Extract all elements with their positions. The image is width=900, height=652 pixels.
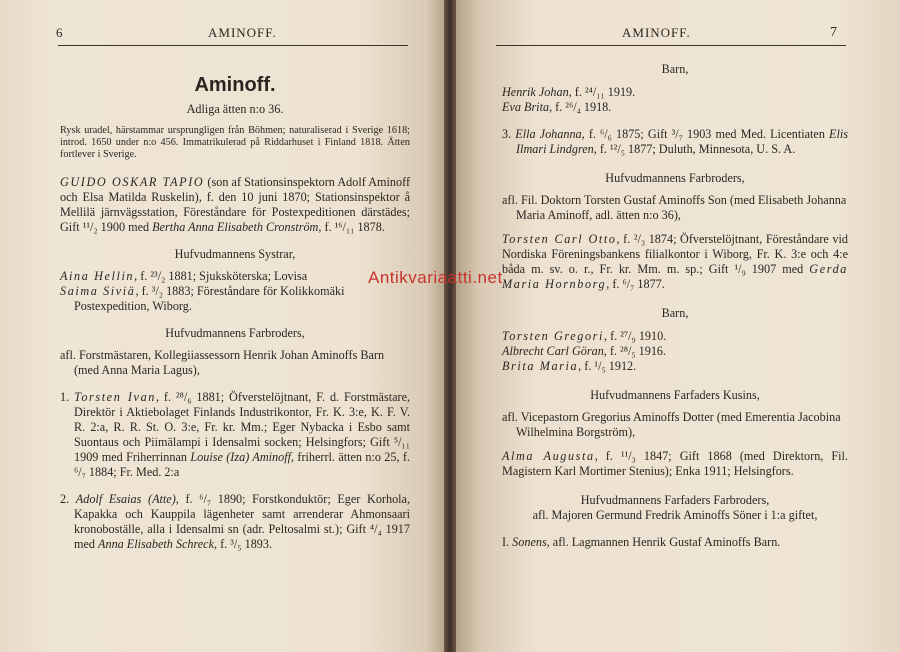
right-page <box>456 0 900 652</box>
grandchild-2-text: , f. ²⁶/₄ 1918. <box>549 100 612 114</box>
child-3-tail: , f. ¹²/₅ 1877; Duluth, Minnesota, U. S. A. <box>593 142 796 156</box>
grandchild-3-text: , f. ²⁷/₉ 1910. <box>604 329 667 343</box>
head-text: (son af Stationsinspektorn Adolf Aminoff och Elsa Matilda Ruskelin), f. den 10 juni 1870; Stationsinspektor å Mellilä järnvägsstation, Föreståndare för Postexpeditionen därstädes; Gift ¹¹/₂ 1900 med <box>60 175 410 234</box>
sonens-text: , afl. Lagmannen Henrik Gustaf Aminoffs Barn. <box>546 535 781 549</box>
sister-1-text: , f. ²³/₂ 1881; Sjuksköterska; Lovisa <box>134 269 308 283</box>
family-title: Aminoff. <box>194 74 276 96</box>
farbroders-heading-left: Hufvudmannens Farbroders, <box>165 326 305 340</box>
running-head-left: AMINOFF. <box>208 25 277 40</box>
child-2-name: Adolf Esaias (Atte) <box>75 492 176 506</box>
torsten-entry <box>502 232 848 292</box>
left-page <box>0 0 444 652</box>
sonens-entry <box>502 535 848 550</box>
running-head-right: AMINOFF. <box>622 25 691 40</box>
grandchild-entry-4 <box>502 344 848 359</box>
child-1-wife: Louise (Iza) Aminoff <box>190 450 291 464</box>
child-2-wife: Anna Elisabeth Schreck <box>98 537 215 551</box>
grandchild-entry-1 <box>502 85 848 100</box>
grandchild-1-name: Henrik Johan <box>502 85 569 99</box>
grandchild-5-text: , f. ¹/₅ 1912. <box>578 359 637 373</box>
grandchild-entry-5 <box>502 359 848 374</box>
torsten-text: , f. ²/₃ 1874; Öfverstelöjtnant, Föreståndare vid Nordiska Föreningsbankens filialkontor i Wiborg, Fr. K. 3:e och 4:e båda m. sv. o. r., Fr. kr. Mm. m. sp.; Gift ¹/₉ 1907 med <box>502 232 848 276</box>
child-3-husband: Elis Ilmari Lindgren <box>516 127 848 156</box>
sonens-number: I. <box>502 535 510 549</box>
child-2-number: 2. <box>60 492 70 506</box>
systrar-heading: Hufvudmannens Systrar, <box>174 247 296 261</box>
right-page-content <box>502 62 848 550</box>
farbroders2-heading: Hufvudmannens Farfaders Farbroders, <box>580 493 770 507</box>
child-entry-2 <box>60 492 410 552</box>
child-1-tail: , friherrl. ätten n:o 25, f. ⁶/₇ 1884; Fr. Med. 2:a <box>74 450 411 479</box>
header-rule-left <box>58 45 408 46</box>
grandchild-3-name: Torsten Gregori <box>502 329 604 343</box>
page-number-left: 6 <box>56 25 64 40</box>
torsten-wife: Gerda Maria Hornborg <box>502 262 848 291</box>
head-name: GUIDO OSKAR TAPIO <box>60 175 205 189</box>
alma-entry <box>502 449 848 479</box>
watermark-text: Antikvariaatti.net <box>368 268 503 287</box>
grandchild-2-name: Eva Brita <box>502 100 550 114</box>
child-2-tail: , f. ³/₅ 1893. <box>214 537 273 551</box>
head-tail: , f. ¹⁶/₁₁ 1878. <box>318 220 385 234</box>
child-entry-1 <box>60 390 410 480</box>
barn-heading-1: Barn, <box>661 62 689 76</box>
farbroders-description-right: afl. Fil. Doktorn Torsten Gustaf Aminoffs Son (med Elisabeth Johanna Maria Aminoff, adl. ätten n:o 36), <box>502 193 847 222</box>
farbroders-description-left: afl. Forstmästaren, Kollegiiassessorn Henrik Johan Aminoffs Barn (med Anna Maria Lagus), <box>60 348 385 377</box>
sister-2-name: Saima Siviä <box>60 284 136 298</box>
child-3-text: , f. ⁶/₆ 1875; Gift ³/₇ 1903 med Med. Licentiaten <box>581 127 830 141</box>
family-subtitle: Adliga ätten n:o 36. <box>186 102 284 116</box>
child-1-name: Torsten Ivan <box>74 390 156 404</box>
kusins-description: afl. Vicepastorn Gregorius Aminoffs Dotter (med Emerentia Jacobina Wilhelmina Borgström), <box>502 410 841 439</box>
sister-2-text: , f. ³/₂ 1883; Föreståndare för Kolikkomäki Postexpedition, Wiborg. <box>74 284 345 313</box>
child-1-number: 1. <box>60 390 70 404</box>
left-page-content <box>60 74 411 552</box>
alma-text: , f. ¹¹/₃ 1847; Gift 1868 (med Direktorn, Fil. Magistern Karl Mortimer Stenius); Enka 1911; Helsingfors. <box>502 449 848 478</box>
grandchild-4-name: Albrecht Carl Göran <box>502 344 604 358</box>
header-rule-right <box>496 45 846 46</box>
farbroders2-description: afl. Majoren Germund Fredrik Aminoffs Söner i 1:a giftet, <box>532 508 818 522</box>
head-wife: Bertha Anna Elisabeth Cronström <box>152 220 319 234</box>
sister-entry-1 <box>60 269 410 284</box>
barn-heading-2: Barn, <box>661 306 689 320</box>
child-3-name: Ella Johanna <box>515 127 582 141</box>
sonens-name: Sonens <box>512 535 547 549</box>
child-1-text: , f. ²⁸/₆ 1881; Öfverstelöjtnant, F. d. Forstmästare, Direktör i Aktiebolaget Finlands Industrikontor, Fr. K. 3:e, K. F. V. R. 2:a, R. R. St. O. 3:e, Fr. kr. Mm.; Eger Nybacka i Esbo samt Suontaus och Piimälampi i Idensalmi socken; Helsingfors; Gift ⁵/₁₁ 1909 med Friherrinnan <box>74 390 411 464</box>
farbroders-heading-right: Hufvudmannens Farbroders, <box>605 171 745 185</box>
child-entry-3 <box>502 127 848 157</box>
family-origin: Rysk uradel, härstammar ursprungligen från Böhmen; naturaliserad i Sverige 1618; introd. 1650 under n:o 456. Immatrikulerad på Riddarhuset i Finland 1818. Ätten fortlever i Sverige. <box>60 125 410 160</box>
page-number-right: 7 <box>830 25 838 40</box>
torsten-tail: , f. ⁶/₇ 1877. <box>606 277 665 291</box>
grandchild-entry-2 <box>502 100 848 115</box>
grandchild-4-text: , f. ²⁸/₅ 1916. <box>603 344 667 358</box>
child-3-number: 3. <box>502 127 512 141</box>
sister-entry-2 <box>60 284 410 314</box>
alma-name: Alma Augusta <box>502 449 595 463</box>
kusins-heading: Hufvudmannens Farfaders Kusins, <box>590 388 760 402</box>
grandchild-5-name: Brita Maria <box>502 359 579 373</box>
sister-1-name: Aina Hellin <box>60 269 135 283</box>
child-2-text: , f. ⁶/₇ 1890; Forstkonduktör; Eger Korhola, Kapakka och Kauppila lägenheter samt arrenderar Ahmonsaari kronoboställe, alla i Idensalmi sn (adr. Peltosalmi st.); Gift ⁴/₄ 1917 med <box>74 492 411 551</box>
grandchild-entry-3 <box>502 329 848 344</box>
grandchild-1-text: , f. ²⁴/₁₁ 1919. <box>568 85 636 99</box>
book-gutter <box>444 0 456 652</box>
torsten-name: Torsten Carl Otto <box>502 232 617 246</box>
head-of-family-entry <box>60 175 410 235</box>
